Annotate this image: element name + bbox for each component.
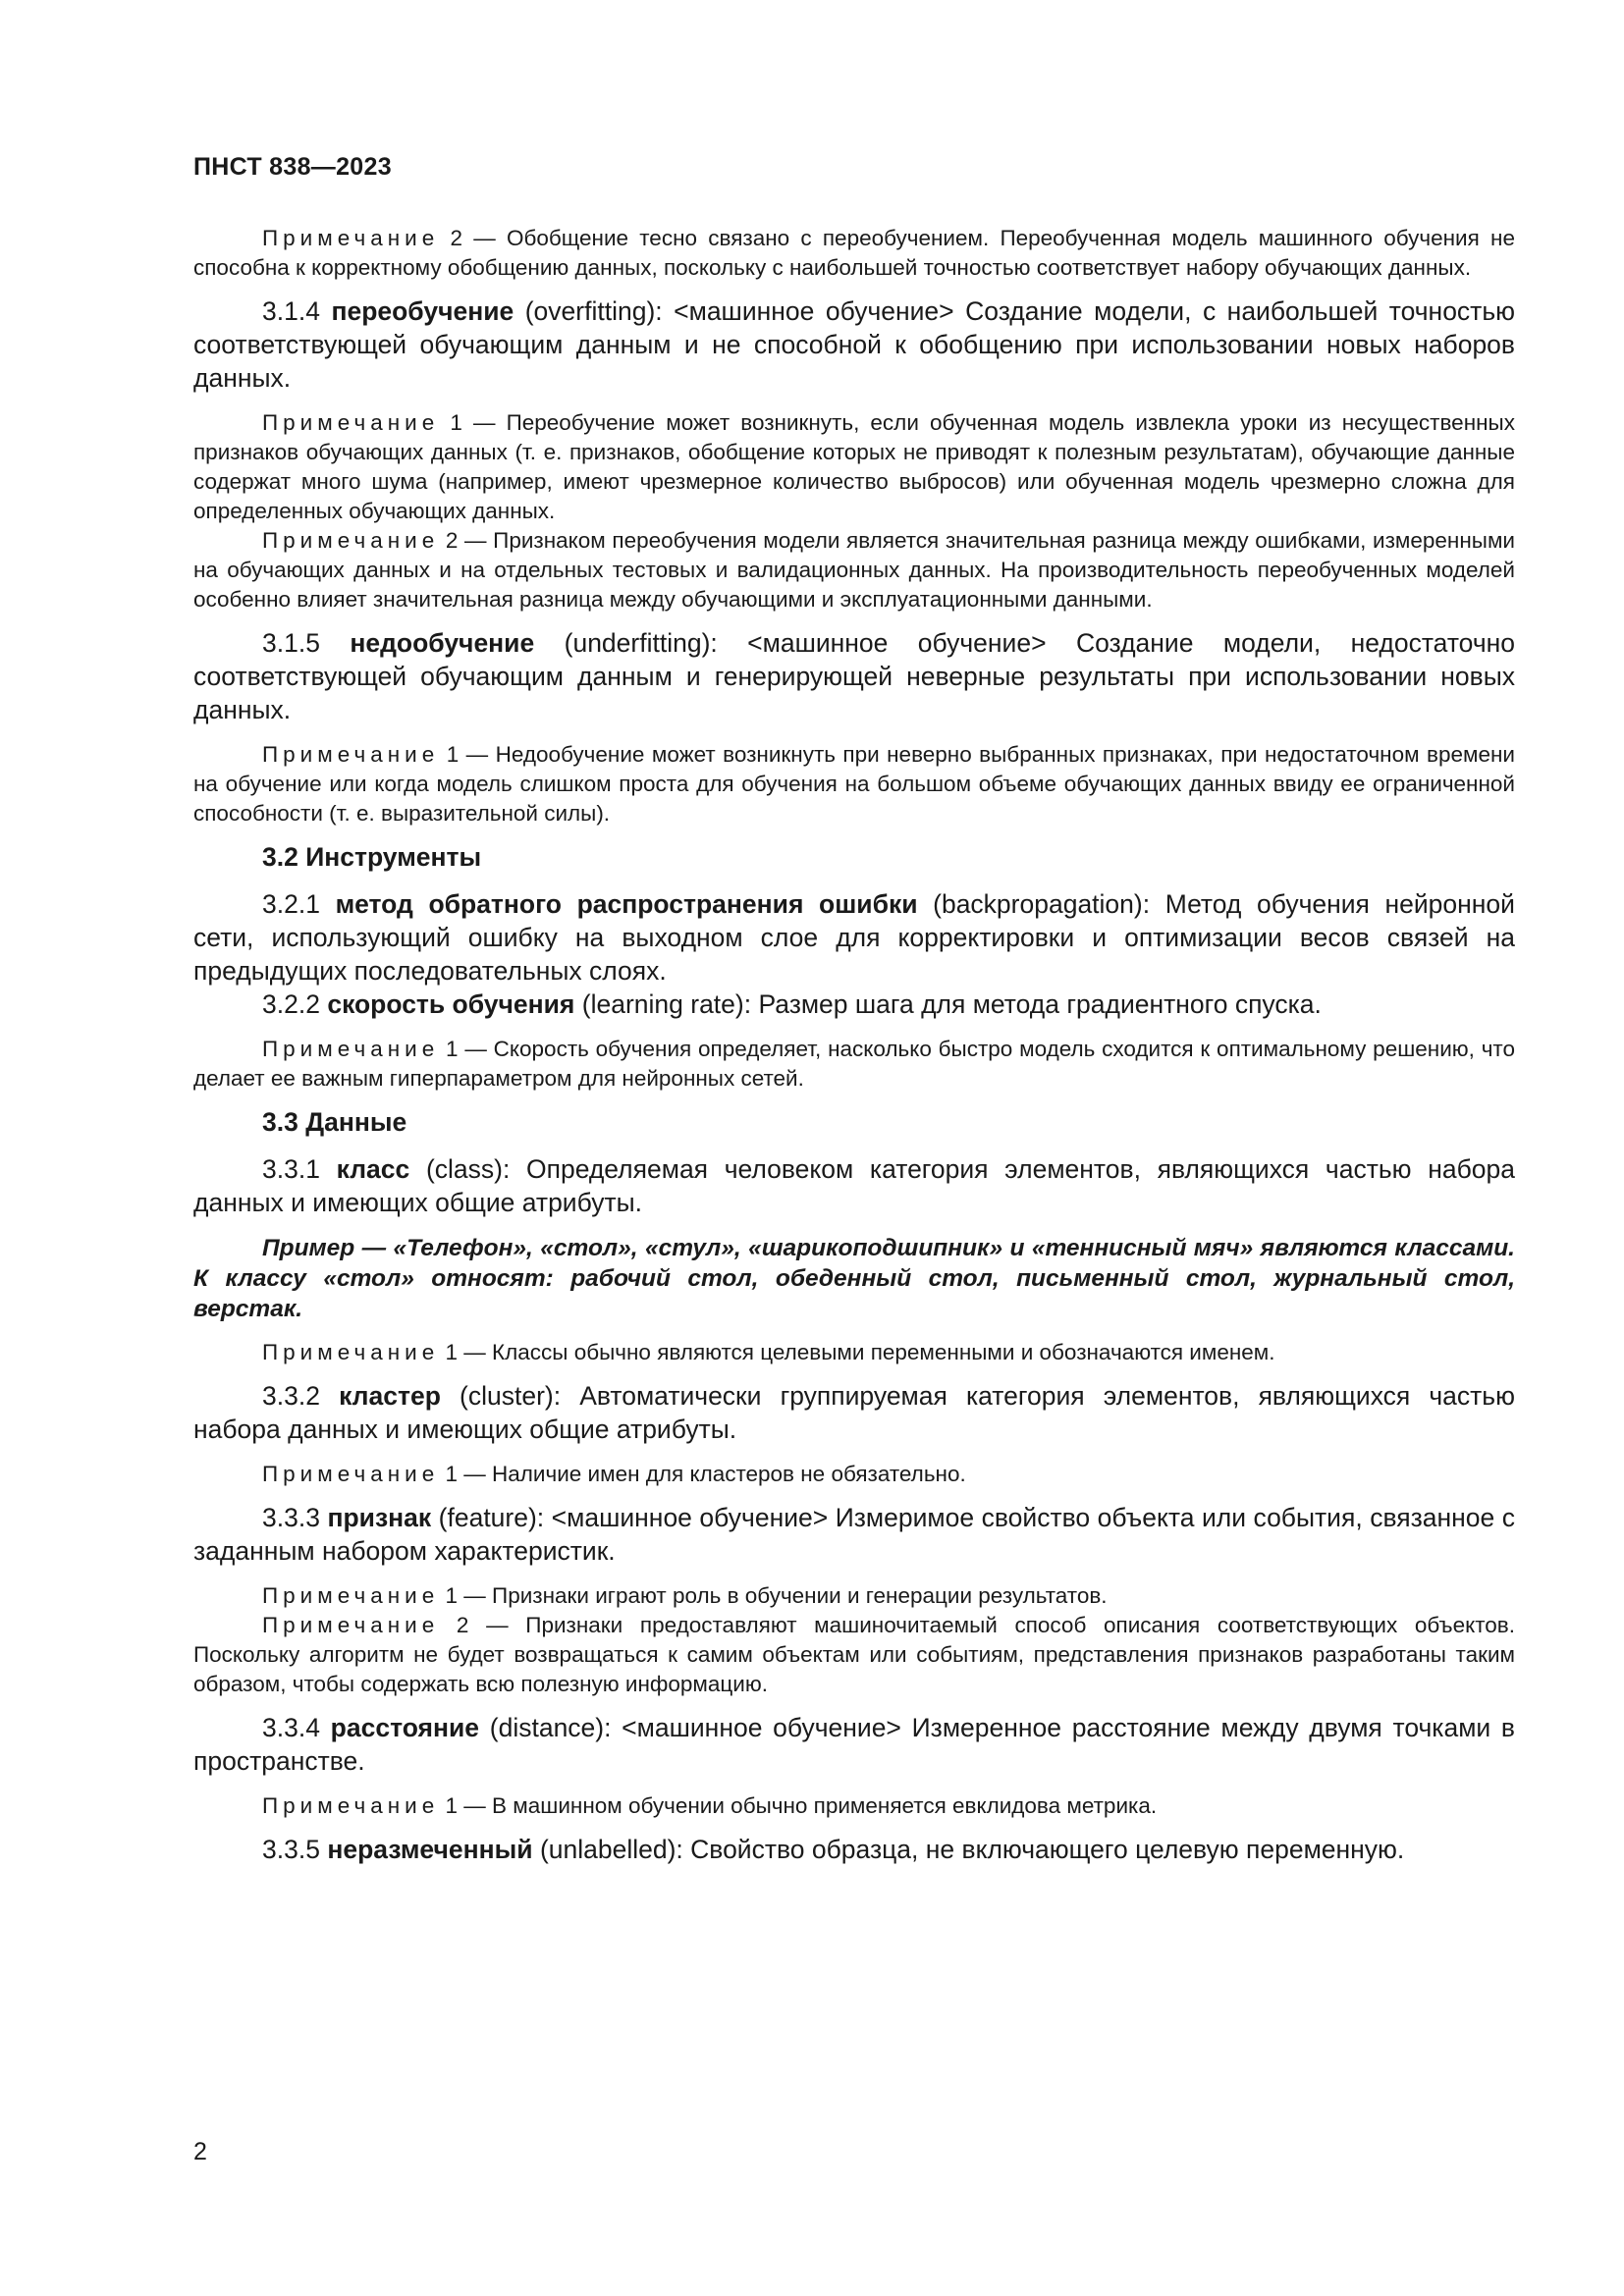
note-learning-rate-1: Примечание 1 — Скорость обучения определяет, насколько быстро модель сходится к оптимальному решению, что делает ее важным гиперпараметром для нейронных сетей.	[193, 1037, 1515, 1091]
example-class: Пример — «Телефон», «стол», «стул», «шарикоподшипник» и «теннисный мяч» являются классами. К классу «стол» относят: рабочий стол, обеденный стол, письменный стол, журнальный стол, верстак.	[193, 1235, 1515, 1322]
note-distance-1: Примечание 1 — В машинном обучении обычно применяется евклидова метрика.	[262, 1793, 1158, 1818]
document-body	[193, 224, 1515, 1880]
term-3-3-2-cluster: 3.3.2 кластер (cluster): Автоматически группируемая категория элементов, являющихся частью набора данных и имеющих общие атрибуты.	[193, 1381, 1515, 1444]
term-3-3-3-feature: 3.3.3 признак (feature): <машинное обучение> Измеримое свойство объекта или события, связанное с заданным набором характеристик.	[193, 1503, 1515, 1566]
term-3-3-4-distance: 3.3.4 расстояние (distance): <машинное обучение> Измеренное расстояние между двумя точками в пространстве.	[193, 1713, 1515, 1776]
note-label: Примечание	[262, 226, 440, 250]
page-number: 2	[193, 2138, 207, 2165]
section-3-2-title: 3.2 Инструменты	[262, 842, 482, 872]
term-3-3-1-class: 3.3.1 класс (class): Определяемая человеком категория элементов, являющихся частью набора данных и имеющих общие атрибуты.	[193, 1154, 1515, 1217]
section-3-3-title: 3.3 Данные	[262, 1107, 407, 1137]
note-underfitting-1: Примечание 1 — Недообучение может возникнуть при неверно выбранных признаках, при недостаточном времени на обучение или когда модель слишком проста для обучения на большом объеме обучающих данных ввиду ее ограниченной способности (т. е. выразительной силы).	[193, 742, 1515, 826]
term-3-2-1-backpropagation: 3.2.1 метод обратного распространения ошибки (backpropagation): Метод обучения нейронной сети, использующий ошибку на выходном слое для корректировки и оптимизации весов связей на предыдущих последовательных слоях.	[193, 889, 1515, 986]
note-overfitting-1: Примечание 1 — Переобучение может возникнуть, если обученная модель извлекла уроки из несущественных признаков обучающих данных (т. е. признаков, обобщение которых не приводят к полезным результатам), обучающие данные содержат много шума (например, имеют чрезмерное количество выбросов) или обученная модель чрезмерно сложна для определенных обучающих данных.	[193, 410, 1515, 523]
note-generalization-2: Примечание 2 — Обобщение тесно связано с переобучением. Переобученная модель машинного обучения не способна к корректному обобщению данных, поскольку с наибольшей точностью соответствует набору обучающих данных.	[193, 226, 1515, 280]
term-3-2-2-learning-rate: 3.2.2 скорость обучения (learning rate): Размер шага для метода градиентного спуска.	[262, 989, 1322, 1019]
note-overfitting-2: Примечание 2 — Признаком переобучения модели является значительная разница между ошибками, измеренными на обучающих данных и на отдельных тестовых и валидационных данных. На производительность переобученных моделей особенно влияет значительная разница между обучающими и эксплуатационными данными.	[193, 528, 1515, 612]
note-feature-2: Примечание 2 — Признаки предоставляют машиночитаемый способ описания соответствующих объектов. Поскольку алгоритм не будет возвращаться к самим объектам или событиям, представления признаков разработаны таким образом, чтобы содержать всю полезную информацию.	[193, 1613, 1515, 1696]
note-class-1: Примечание 1 — Классы обычно являются целевыми переменными и обозначаются именем.	[262, 1340, 1275, 1364]
term-3-1-5-underfitting: 3.1.5 недообучение (underfitting): <машинное обучение> Создание модели, недостаточно соответствующей обучающим данным и генерирующей неверные результаты при использовании новых данных.	[193, 628, 1515, 724]
term-3-1-4-overfitting: 3.1.4 переобучение (overfitting): <машинное обучение> Создание модели, с наибольшей точностью соответствующей обучающим данным и не способной к обобщению при использовании новых наборов данных.	[193, 296, 1515, 393]
document-header-id: ПНСТ 838—2023	[193, 153, 392, 181]
note-cluster-1: Примечание 1 — Наличие имен для кластеров не обязательно.	[262, 1462, 966, 1486]
term-3-3-5-unlabelled: 3.3.5 неразмеченный (unlabelled): Свойство образца, не включающего целевую переменную.	[262, 1835, 1405, 1864]
note-feature-1: Примечание 1 — Признаки играют роль в обучении и генерации результатов.	[262, 1583, 1108, 1608]
